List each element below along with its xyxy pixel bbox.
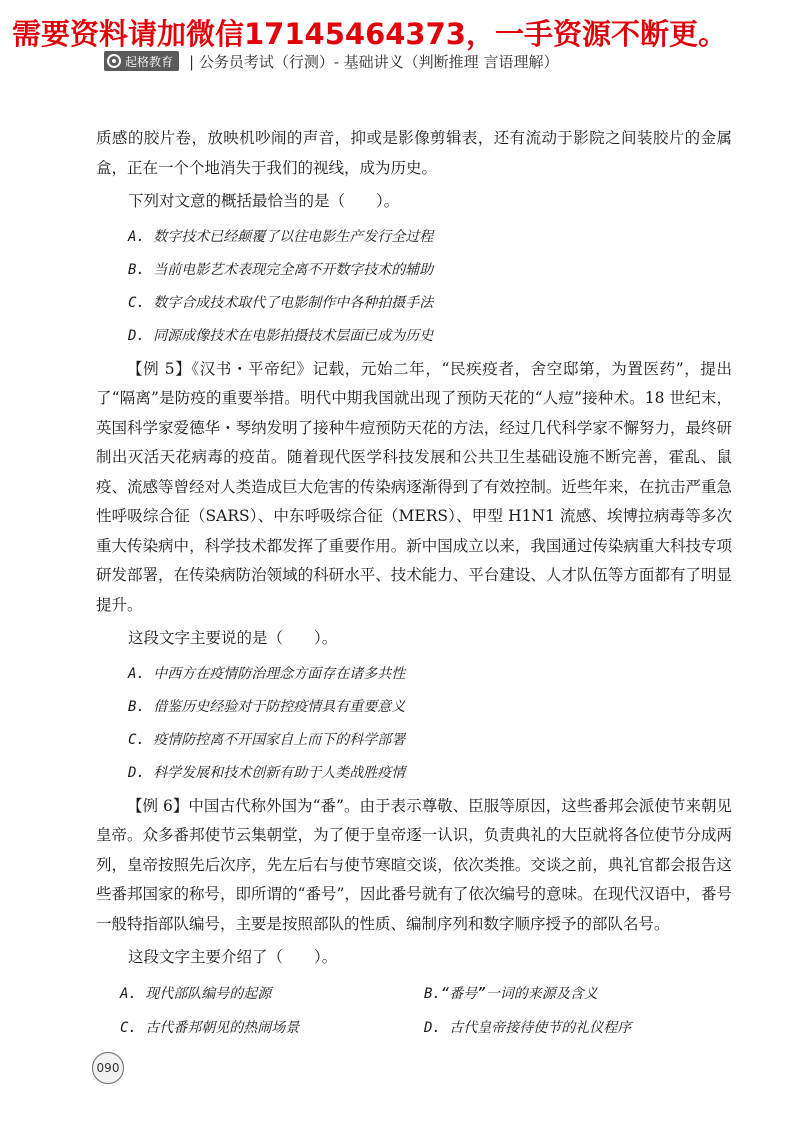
example-6-options: [96, 977, 732, 1045]
page-number: 090: [92, 1052, 124, 1084]
option-d: D. 古代皇帝接待使节的礼仪程序: [424, 1019, 632, 1036]
example-5-options: [96, 658, 732, 790]
example-6-question: 这段文字主要介绍了（ ）。: [128, 948, 338, 966]
option-c: C. 数字合成技术取代了电影制作中各种拍摄手法: [128, 294, 434, 311]
option-b: B.“番号”一词的来源及含义: [424, 985, 598, 1002]
watermark-banner: 需要资料请加微信17145464373，一手资源不断更。: [12, 17, 727, 51]
page-content: [96, 124, 732, 1045]
option-d: D. 同源成像技术在电影拍摄技术层面已成为历史: [128, 327, 434, 344]
passage-continuation: 质感的胶片卷，放映机吵闹的声音，抑或是影像剪辑表，还有流动于影院之间装胶片的金属盒，正在一个个地消失于我们的视线，成为历史。: [96, 129, 732, 177]
page-header: [104, 50, 558, 72]
brand-logo: [104, 51, 179, 71]
logo-icon: [107, 54, 121, 68]
answer-options: [96, 221, 732, 353]
example-6-passage: 【例 6】中国古代称外国为“番”。由于表示尊敬、臣服等原因，这些番邦会派使节来朝见皇帝。众多番邦使节云集朝堂，为了便于皇帝逐一认识，负责典礼的大臣就将各位使节分成两列，皇帝按照先后次序，先左后右与使节寒暄交谈，依次类推。交谈之前，典礼官都会报告这些番邦国家的称号，即所谓的“番号”，因此番号就有了依次编号的意味。在现代汉语中，番号一般特指部队编号，主要是按照部队的性质、编制序列和数字顺序授予的部队名号。: [96, 796, 732, 933]
option-a: A. 数字技术已经颠覆了以往电影生产发行全过程: [128, 228, 434, 245]
example-5-question: 这段文字主要说的是（ ）。: [128, 629, 338, 647]
option-c: C. 古代番邦朝见的热闹场景: [120, 1019, 300, 1036]
option-b: B. 当前电影艺术表现完全离不开数字技术的辅助: [128, 261, 434, 278]
header-title: | 公务员考试（行测）- 基础讲义（判断推理 言语理解）: [189, 52, 559, 71]
example-5-passage: 【例 5】《汉书・平帝纪》记载，元始二年，“民疾疫者，舍空邸第，为置医药”，提出了“隔离”是防疫的重要举措。明代中期我国就出现了预防天花的“人痘”接种术。18 世纪末，英国科学家爱德华・琴纳发明了接种牛痘预防天花的方法，经过几代科学家不懈努力，最终研制出灭活天花病毒的疫苗。随着现代医学科技发展和公共卫生基础设施不断完善，霍乱、鼠疫、流感等曾经对人类造成巨大危害的传染病逐渐得到了有效控制。近些年来，在抗击严重急性呼吸综合征（SARS）、中东呼吸综合征（MERS）、甲型 H1N1 流感、埃博拉病毒等多次重大传染病中，科学技术都发挥了重要作用。新中国成立以来，我国通过传染病重大科技专项研发部署，在传染病防治领域的科研水平、技术能力、平台建设、人才队伍等方面都有了明显提升。: [96, 359, 733, 614]
option-a: A. 中西方在疫情防治理念方面存在诸多共性: [128, 665, 406, 682]
logo-text: 起格教育: [125, 54, 174, 69]
option-c: C. 疫情防控离不开国家自上而下的科学部署: [128, 731, 406, 748]
option-d: D. 科学发展和技术创新有助于人类战胜疫情: [128, 764, 406, 781]
option-a: A. 现代部队编号的起源: [120, 985, 272, 1002]
question-prompt: 下列对文意的概括最恰当的是（ ）。: [128, 192, 400, 210]
option-b: B. 借鉴历史经验对于防控疫情具有重要意义: [128, 698, 406, 715]
